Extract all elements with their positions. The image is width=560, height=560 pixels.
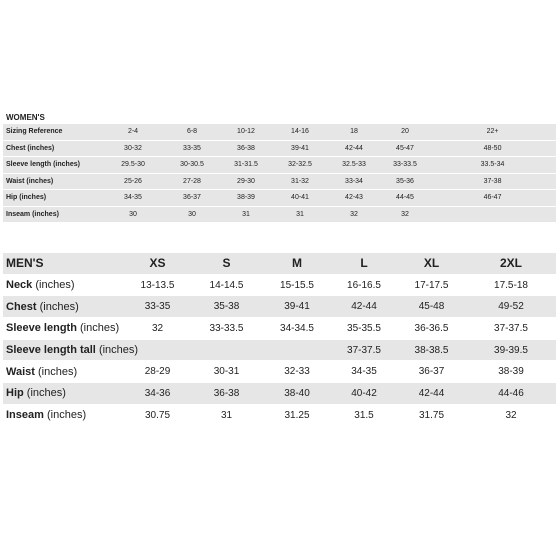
womens-table-cell: 32 — [327, 206, 381, 223]
mens-table-cell: 44-46 — [466, 383, 556, 405]
mens-row-name: Waist — [6, 365, 35, 378]
mens-row-label — [3, 404, 125, 426]
womens-table-cell: 35-36 — [381, 173, 429, 190]
womens-table-cell: 27-28 — [165, 173, 219, 190]
womens-row-label — [3, 206, 101, 223]
mens-table-cell: 32 — [466, 404, 556, 426]
mens-table-cell: 36-36.5 — [397, 318, 466, 340]
womens-table-cell: 44-45 — [381, 190, 429, 207]
mens-row-unit: (inches) — [98, 344, 139, 357]
womens-row-unit: (inches) — [32, 210, 59, 218]
mens-table-cell: 35-38 — [190, 296, 263, 318]
mens-table-cell: 37-37.5 — [331, 339, 397, 361]
mens-header-row — [3, 253, 556, 274]
mens-table-cell: 34-36 — [125, 383, 190, 405]
womens-title: WOMEN'S — [3, 111, 556, 124]
mens-size-header: L — [331, 253, 397, 274]
womens-table-cell: 33.5-34 — [429, 157, 556, 174]
mens-size-header: S — [190, 253, 263, 274]
mens-table-row — [3, 296, 556, 318]
womens-table-cell: 29-30 — [219, 173, 273, 190]
womens-table-cell: 39-41 — [273, 140, 327, 157]
mens-table-cell: 31.5 — [331, 404, 397, 426]
womens-table-cell: 30-32 — [101, 140, 165, 157]
womens-table-cell: 31 — [273, 206, 327, 223]
mens-table-cell: 31 — [190, 404, 263, 426]
mens-table-cell: 31.25 — [263, 404, 331, 426]
womens-table-cell — [429, 206, 556, 223]
mens-row-name: Sleeve length — [6, 322, 77, 335]
mens-table-row — [3, 339, 556, 361]
mens-row-unit: (inches) — [38, 365, 78, 378]
mens-table-cell: 34-34.5 — [263, 318, 331, 340]
womens-table-cell: 34-35 — [101, 190, 165, 207]
mens-row-unit: (inches) — [26, 387, 66, 400]
mens-table-row — [3, 274, 556, 296]
mens-row-name: Sleeve length tall — [6, 344, 96, 357]
mens-table-cell: 16-16.5 — [331, 274, 397, 296]
womens-row-unit: (inches) — [19, 194, 47, 202]
womens-table-cell: 42-44 — [327, 140, 381, 157]
mens-table-cell: 13-13.5 — [125, 274, 190, 296]
womens-row-label — [3, 173, 101, 190]
mens-table-cell: 17-17.5 — [397, 274, 466, 296]
mens-table-cell: 40-42 — [331, 383, 397, 405]
mens-table-cell: 36-37 — [397, 361, 466, 383]
womens-size-header: 22+ — [429, 124, 556, 140]
mens-table-cell: 33-35 — [125, 296, 190, 318]
mens-table-cell: 49-52 — [466, 296, 556, 318]
womens-table-cell: 31-32 — [273, 173, 327, 190]
mens-table-cell: 32-33 — [263, 361, 331, 383]
womens-table-cell: 45-47 — [381, 140, 429, 157]
mens-title: MEN'S — [3, 253, 125, 274]
womens-table-cell: 33-33.5 — [381, 157, 429, 174]
womens-table-cell: 48-50 — [429, 140, 556, 157]
womens-table-cell: 42-43 — [327, 190, 381, 207]
womens-table-cell: 33-34 — [327, 173, 381, 190]
womens-row-unit: (inches) — [53, 161, 80, 169]
mens-table-cell: 30.75 — [125, 404, 190, 426]
mens-table-row — [3, 318, 556, 340]
mens-row-label — [3, 383, 125, 405]
womens-row-label — [3, 157, 101, 174]
womens-table-cell: 30 — [101, 206, 165, 223]
mens-row-name: Inseam — [6, 409, 44, 422]
mens-table-cell: 45-48 — [397, 296, 466, 318]
womens-table-cell: 40-41 — [273, 190, 327, 207]
mens-table-cell: 34-35 — [331, 361, 397, 383]
mens-table-cell: 15-15.5 — [263, 274, 331, 296]
womens-size-header: 18 — [327, 124, 381, 140]
mens-table-cell: 14-14.5 — [190, 274, 263, 296]
mens-table-cell: 17.5-18 — [466, 274, 556, 296]
mens-table-cell: 38-38.5 — [397, 339, 466, 361]
womens-table-cell: 33-35 — [165, 140, 219, 157]
mens-table-cell: 35-35.5 — [331, 318, 397, 340]
mens-table-body — [3, 253, 556, 426]
womens-table-cell: 46-47 — [429, 190, 556, 207]
mens-table-cell — [263, 339, 331, 361]
womens-header-row — [3, 124, 556, 140]
womens-table-cell: 31 — [219, 206, 273, 223]
womens-row-name: Hip — [6, 194, 18, 202]
womens-table-cell: 29.5-30 — [101, 157, 165, 174]
mens-table-cell: 28-29 — [125, 361, 190, 383]
womens-table-cell: 32-32.5 — [273, 157, 327, 174]
mens-table-cell: 38-40 — [263, 383, 331, 405]
mens-row-label — [3, 318, 125, 340]
womens-table-cell: 38-39 — [219, 190, 273, 207]
womens-size-header: 10-12 — [219, 124, 273, 140]
mens-table-row — [3, 404, 556, 426]
mens-row-unit: (inches) — [35, 279, 75, 292]
mens-size-header: M — [263, 253, 331, 274]
womens-table-row — [3, 190, 556, 207]
mens-table-row — [3, 361, 556, 383]
mens-size-header: 2XL — [466, 253, 556, 274]
mens-row-unit: (inches) — [46, 409, 87, 422]
womens-size-header: 20 — [381, 124, 429, 140]
womens-table-row — [3, 157, 556, 174]
mens-table-cell: 30-31 — [190, 361, 263, 383]
womens-table-cell: 31-31.5 — [219, 157, 273, 174]
mens-row-label — [3, 296, 125, 318]
mens-table-cell: 39-39.5 — [466, 339, 556, 361]
mens-row-unit: (inches) — [79, 322, 120, 335]
womens-row-label — [3, 140, 101, 157]
mens-size-header: XS — [125, 253, 190, 274]
womens-table-cell: 32.5-33 — [327, 157, 381, 174]
womens-table-row — [3, 173, 556, 190]
womens-table-cell: 36-37 — [165, 190, 219, 207]
mens-table-cell: 39-41 — [263, 296, 331, 318]
womens-table-cell: 32 — [381, 206, 429, 223]
womens-size-header: 14-16 — [273, 124, 327, 140]
mens-size-header: XL — [397, 253, 466, 274]
mens-row-label — [3, 274, 125, 296]
mens-table-cell: 37-37.5 — [466, 318, 556, 340]
mens-row-name: Chest — [6, 300, 37, 313]
womens-title-row — [3, 111, 556, 124]
mens-table-cell: 38-39 — [466, 361, 556, 383]
womens-table-row — [3, 206, 556, 223]
mens-row-name: Hip — [6, 387, 24, 400]
womens-size-header: 6-8 — [165, 124, 219, 140]
mens-table-cell: 31.75 — [397, 404, 466, 426]
womens-row-unit: (inches) — [26, 177, 54, 185]
womens-row-name: Sleeve length — [6, 161, 52, 169]
mens-size-table — [3, 253, 556, 427]
womens-table-cell: 30-30.5 — [165, 157, 219, 174]
mens-table-cell: 42-44 — [331, 296, 397, 318]
womens-table-cell: 30 — [165, 206, 219, 223]
mens-table-row — [3, 383, 556, 405]
mens-table-cell — [190, 339, 263, 361]
womens-row-name: Waist — [6, 177, 25, 185]
mens-row-unit: (inches) — [39, 300, 79, 313]
womens-header-label: Sizing Reference — [3, 124, 101, 140]
mens-table-cell: 36-38 — [190, 383, 263, 405]
womens-size-table — [3, 111, 556, 223]
womens-table-cell: 25-26 — [101, 173, 165, 190]
womens-table-cell: 37-38 — [429, 173, 556, 190]
mens-table-cell: 42-44 — [397, 383, 466, 405]
womens-row-name: Chest — [6, 144, 26, 152]
mens-table-cell: 33-33.5 — [190, 318, 263, 340]
womens-row-unit: (inches) — [27, 144, 55, 152]
womens-table-cell: 36-38 — [219, 140, 273, 157]
mens-row-name: Neck — [6, 279, 33, 292]
mens-row-label — [3, 361, 125, 383]
mens-table-cell: 32 — [125, 318, 190, 340]
womens-row-label — [3, 190, 101, 207]
womens-table-body — [3, 111, 556, 223]
womens-size-header: 2-4 — [101, 124, 165, 140]
mens-row-label — [3, 339, 139, 361]
womens-table-row — [3, 140, 556, 157]
womens-row-name: Inseam — [6, 210, 31, 218]
